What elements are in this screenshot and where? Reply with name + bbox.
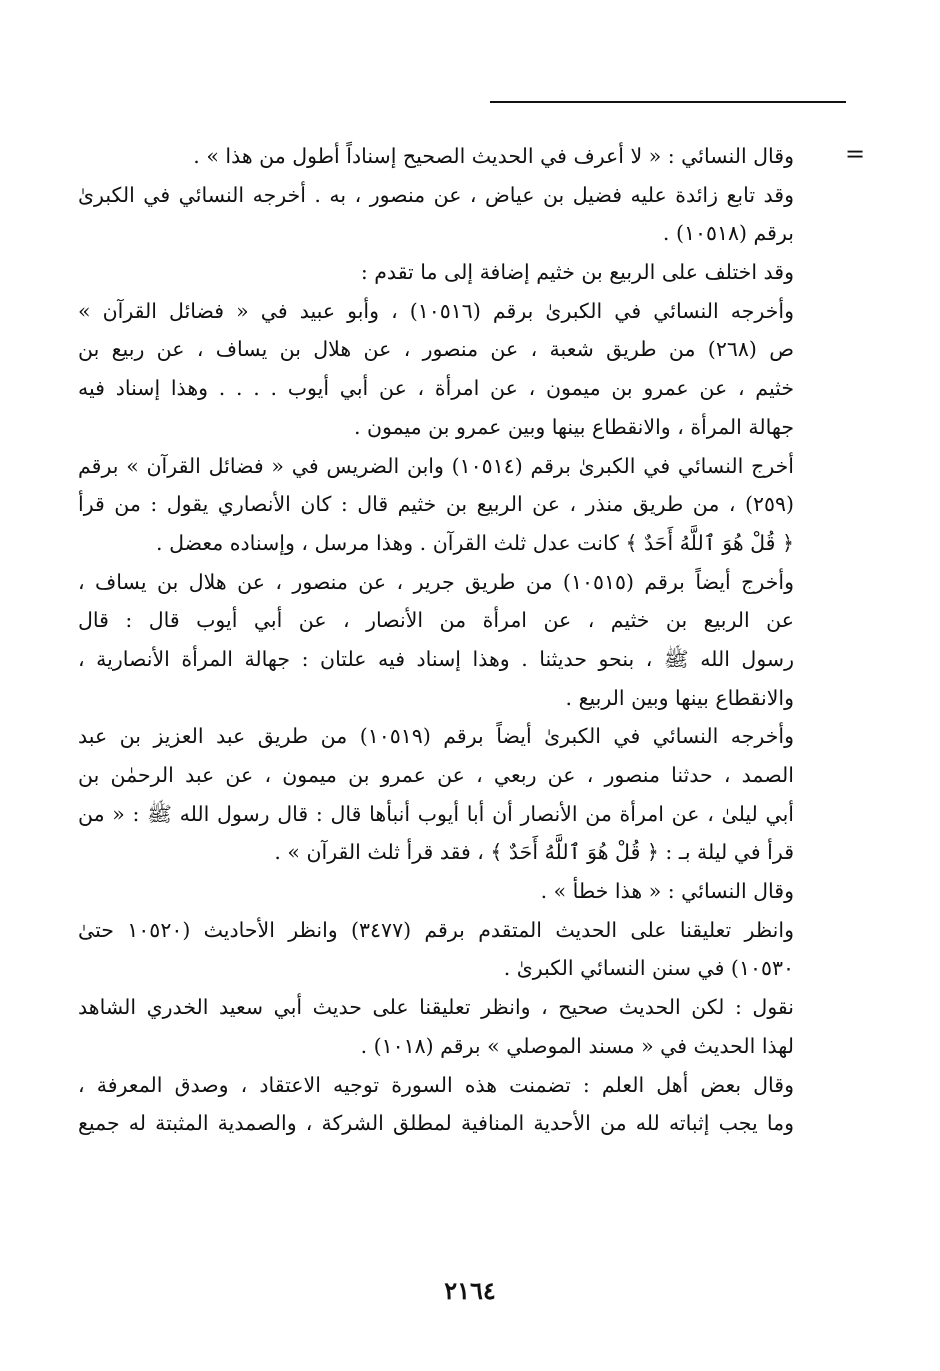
text-line: ١٠٥٣٠) في سنن النسائي الكبرىٰ .: [503, 956, 794, 981]
text-line: ص (٢٦٨) من طريق شعبة ، عن منصور ، عن هلال بن يساف ، عن ربيع بن: [78, 337, 794, 362]
text-line: لهذا الحديث في « مسند الموصلي » برقم (١٠١٨) .: [360, 1033, 794, 1058]
text-line: قرأ في ليلة بـ : ﴿ قُلْ هُوَ ٱللَّهُ أَحَدٌ ﴾ ، فقد قرأ ثلث القرآن » .: [274, 840, 794, 865]
text-line: أبي ليلىٰ ، عن امرأة من الأنصار أن أبا أيوب أنبأها قال : قال رسول الله ﷺ : « من: [78, 801, 794, 826]
text-line: (٢٥٩) ، من طريق منذر ، عن الربيع بن خثيم قال : كان الأنصاري يقول : من قرأ: [78, 492, 794, 517]
footnote-separator-rule: [490, 101, 846, 103]
text-line: وقال النسائي : « لا أعرف في الحديث الصحيح إسناداً أطول من هذا » .: [193, 144, 794, 168]
text-line: رسول الله ﷺ ، بنحو حديثنا . وهذا إسناد فيه علتان : جهالة المرأة الأنصارية ،: [78, 646, 794, 671]
text-line: خثيم ، عن عمرو بن ميمون ، عن امرأة ، عن أبي أيوب . . . . وهذا إسناد فيه: [78, 376, 794, 401]
text-line: وأخرجه النسائي في الكبرىٰ برقم (١٠٥١٦) ، وأبو عبيد في « فضائل القرآن »: [78, 298, 794, 323]
text-line: وقال النسائي : « هذا خطأ » .: [540, 879, 794, 904]
text-line: وقد تابع زائدة عليه فضيل بن عياض ، عن منصور ، به . أخرجه النسائي في الكبرىٰ: [78, 182, 794, 207]
page-number: ٢١٦٤: [444, 1276, 496, 1305]
text-line: وأخرج أيضاً برقم (١٠٥١٥) من طريق جرير ، عن منصور ، عن هلال بن يساف ،: [78, 569, 794, 594]
text-line: والانقطاع بينها وبين الربيع .: [565, 685, 794, 710]
text-line: برقم (١٠٥١٨) .: [662, 221, 794, 246]
text-line: الصمد ، حدثنا منصور ، عن ربعي ، عن عمرو بن ميمون ، عن عبد الرحمٰن بن: [78, 763, 794, 787]
text-line: عن الربيع بن خثيم ، عن امرأة من الأنصار ، عن أبي أيوب قال : قال: [78, 608, 794, 633]
text-line: أخرج النسائي في الكبرىٰ برقم (١٠٥١٤) وابن الضريس في « فضائل القرآن » برقم: [78, 453, 794, 478]
text-line: وقال بعض أهل العلم : تضمنت هذه السورة توجيه الاعتقاد ، وصدق المعرفة ،: [78, 1072, 794, 1097]
continuation-mark: =: [845, 140, 866, 168]
text-line: وانظر تعليقنا على الحديث المتقدم برقم (٣٤٧٧) وانظر الأحاديث (١٠٥٢٠ حتىٰ: [78, 917, 794, 942]
text-line: ﴿ قُلْ هُوَ ٱللَّهُ أَحَدٌ ﴾ كانت عدل ثلث القرآن . وهذا مرسل ، وإسناده معضل .: [156, 530, 794, 555]
text-line: وقد اختلف على الربيع بن خثيم إضافة إلى ما تقدم :: [360, 260, 794, 285]
text-line: جهالة المرأة ، والانقطاع بينها وبين عمرو بن ميمون .: [353, 414, 794, 439]
text-line: نقول : لكن الحديث صحيح ، وانظر تعليقنا على حديث أبي سعيد الخدري الشاهد: [78, 995, 794, 1020]
footnote-text-block: [78, 137, 794, 1143]
text-line: وما يجب إثباته لله من الأحدية المنافية لمطلق الشركة ، والصمدية المثبتة له جميع: [78, 1111, 794, 1136]
text-line: وأخرجه النسائي في الكبرىٰ أيضاً برقم (١٠٥١٩) من طريق عبد العزيز بن عبد: [78, 724, 794, 749]
